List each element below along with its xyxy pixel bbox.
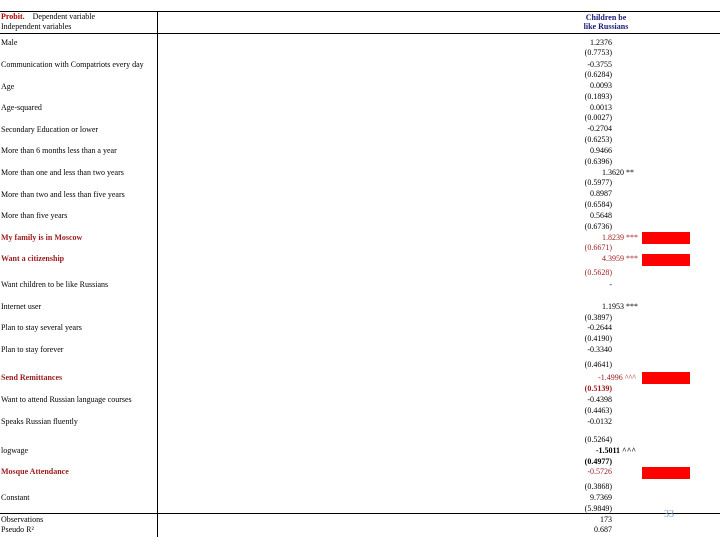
standard-error: (0.4641): [584, 360, 612, 369]
standard-error: (0.5628): [584, 268, 612, 277]
standard-error: (0.6584): [584, 200, 612, 209]
coefficient: 0.8987: [590, 189, 612, 198]
row-label: Male: [1, 38, 18, 47]
coefficient: -0.0132: [587, 417, 612, 426]
row-label: More than five years: [1, 211, 68, 220]
standard-error: (0.6253): [584, 135, 612, 144]
header-bottom-rule: [0, 33, 720, 34]
standard-error: (0.5139): [584, 384, 612, 393]
coefficient: 0.0013: [590, 103, 612, 112]
standard-error: (5.9849): [584, 504, 612, 513]
coefficient: 1.2376: [590, 38, 612, 47]
coefficient: -0.4398: [587, 395, 612, 404]
row-label: Want to attend Russian language courses: [1, 395, 132, 404]
coefficient: -1.5011 ^^^: [595, 446, 636, 455]
row-label: Secondary Education or lower: [1, 125, 99, 134]
row-label: More than two and less than five years: [1, 190, 125, 199]
row-label: Plan to stay forever: [1, 345, 64, 354]
table-top-rule: [0, 11, 720, 12]
coefficient: 1.8239 ***: [602, 233, 638, 242]
label-column-divider: [157, 11, 158, 537]
highlight-box: [642, 254, 690, 266]
row-label: Constant: [1, 493, 30, 502]
standard-error: (0.5264): [584, 435, 612, 444]
row-label: Communication with Compatriots every day: [1, 60, 144, 69]
standard-error: (0.6284): [584, 70, 612, 79]
row-label-highlighted: Want a citizenship: [1, 254, 65, 263]
standard-error: (0.6671): [584, 243, 612, 252]
column-title-line1: Children be: [585, 13, 627, 22]
footer-top-rule: [0, 513, 720, 514]
row-label-highlighted: Mosque Attendance: [1, 467, 69, 476]
row-label: Age-squared: [1, 103, 42, 112]
row-label: Want children to be like Russians: [1, 280, 109, 289]
coefficient: 0.0093: [590, 81, 612, 90]
standard-error: (0.4463): [584, 406, 612, 415]
standard-error: (0.0027): [584, 113, 612, 122]
coefficient: 0.5648: [590, 211, 612, 220]
standard-error: (0.3897): [584, 313, 612, 322]
row-label: logwage: [1, 446, 29, 455]
standard-error: (0.5977): [584, 178, 612, 187]
row-label: More than 6 months less than a year: [1, 146, 117, 155]
row-label: Speaks Russian fluently: [1, 417, 78, 426]
coefficient: -1.4996 ^^^: [598, 373, 636, 382]
standard-error: (0.6396): [584, 157, 612, 166]
independent-variables-label: Independent variables: [1, 22, 72, 31]
page-number: 33: [664, 509, 674, 520]
coefficient: -0.3340: [587, 345, 612, 354]
highlight-box: [642, 467, 690, 479]
coefficient: -0.5726: [587, 467, 612, 476]
table-header-line1: [1, 12, 95, 22]
highlight-box: [642, 232, 690, 244]
coefficient: -0.2644: [587, 323, 612, 332]
highlight-box: [642, 372, 690, 384]
row-label: Plan to stay several years: [1, 323, 82, 332]
pseudo-r2-label: Pseudo R²: [1, 525, 34, 534]
standard-error: (0.7753): [584, 48, 612, 57]
coefficient: -0.2704: [587, 124, 612, 133]
coefficient: 1.3620 **: [602, 168, 634, 177]
row-label: More than one and less than two years: [1, 168, 124, 177]
standard-error: (0.1893): [584, 92, 612, 101]
row-label: Internet user: [1, 302, 42, 311]
observations-label: Observations: [1, 515, 44, 524]
observations-value: 173: [600, 515, 612, 524]
coefficient: -0.3755: [587, 60, 612, 69]
coefficient: 4.3959 ***: [602, 254, 638, 263]
coefficient: 9.7369: [590, 493, 612, 502]
row-label: Age: [1, 82, 15, 91]
coefficient: 0.9466: [590, 146, 612, 155]
standard-error: (0.4190): [584, 334, 612, 343]
standard-error: (0.6736): [584, 222, 612, 231]
standard-error: (0.4977): [584, 457, 612, 466]
coefficient: -: [609, 280, 612, 289]
pseudo-r2-value: 0.687: [594, 525, 612, 534]
column-title-line2: like Russians: [583, 22, 629, 31]
standard-error: (0.3868): [584, 482, 612, 491]
dependent-variable-label: Dependent variable: [32, 12, 96, 21]
row-label-highlighted: My family is in Moscow: [1, 233, 83, 242]
row-label-highlighted: Send Remittances: [1, 373, 63, 382]
coefficient: 1.1953 ***: [602, 302, 638, 311]
probit-label: Probit.: [1, 12, 25, 21]
